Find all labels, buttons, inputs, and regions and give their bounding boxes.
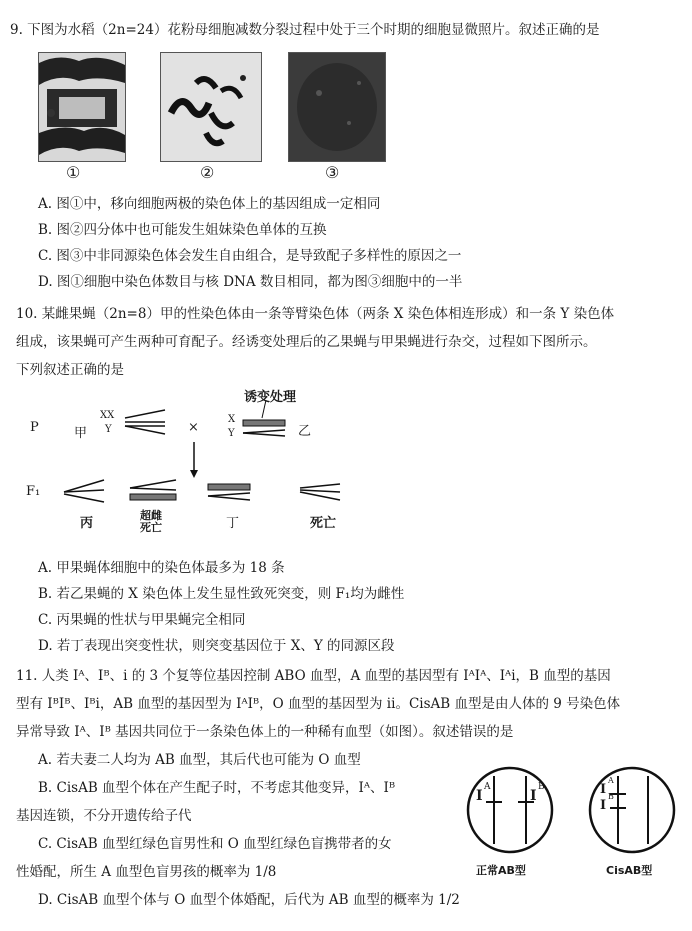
q9-stem: 9. 下图为水稻（2n=24）花粉母细胞减数分裂过程中处于三个时期的细胞显微照片。叙述正确的是 bbox=[10, 22, 600, 38]
offspring-super-female-label: 超雌 死亡 bbox=[140, 509, 162, 534]
q11-option-a: A. 若夫妻二人均为 AB 血型，其后代也可能为 O 血型 bbox=[38, 752, 361, 768]
q11-stem-line-2: 型有 IᴮIᴮ、Iᴮi，AB 血型的基因型为 IᴬIᴮ，O 血型的基因型为 ii。CisAB 血型是由人体的 9 号染色体 bbox=[16, 696, 621, 712]
offspring-bing-label: 丙 bbox=[80, 516, 94, 531]
q10-stem-line-3: 下列叙述正确的是 bbox=[16, 362, 124, 378]
micrograph-3-image bbox=[289, 53, 385, 161]
q11-option-b: B. CisAB 血型个体在产生配子时，不考虑其他变异，Iᴬ、Iᴮ bbox=[38, 780, 396, 796]
q9-option-a: A. 图①中，移向细胞两极的染色体上的基因组成一定相同 bbox=[38, 196, 381, 212]
cis-gene-ib: I bbox=[600, 798, 607, 813]
q10-option-d: D. 若丁表现出突变性状，则突变基因位于 X、Y 的同源区段 bbox=[38, 638, 395, 654]
fly-yi-label: 乙 bbox=[298, 424, 312, 439]
jia-xx-label: XX bbox=[100, 410, 115, 421]
q10-option-c: C. 丙果蝇的性状与甲果蝇完全相同 bbox=[38, 612, 246, 628]
normal-gene-ib: I bbox=[530, 788, 537, 804]
cis-gene-ia: I bbox=[600, 782, 607, 797]
q10-option-b: B. 若乙果蝇的 X 染色体上发生显性致死突变，则 F₁均为雌性 bbox=[38, 586, 405, 602]
q10-cross-diagram bbox=[0, 380, 692, 540]
yi-x-label: X bbox=[228, 414, 236, 425]
q9-option-b: B. 图②四分体中也可能发生姐妹染色单体的互换 bbox=[38, 222, 327, 238]
q11-option-b-cont: 基因连锁，不分开遗传给子代 bbox=[16, 808, 192, 824]
q11-stem-line-1: 11. 人类 Iᴬ、Iᴮ、i 的 3 个复等位基因控制 ABO 血型，A 血型的基因型有 IᴬIᴬ、Iᴬi，B 血型的基因 bbox=[16, 668, 611, 684]
q11-stem-line-3: 异常导致 Iᴬ、Iᴮ 基因共同位于一条染色体上的一种稀有血型（如图）。叙述错误的是 bbox=[16, 724, 514, 740]
offspring-ding-label: 丁 bbox=[226, 516, 240, 531]
yi-y-label: Y bbox=[228, 428, 235, 439]
micrograph-2-image bbox=[161, 53, 261, 161]
q10-diagram-lines bbox=[0, 380, 692, 540]
mutagen-label: 诱变处理 bbox=[244, 390, 297, 405]
micrograph-2 bbox=[160, 52, 262, 162]
q11-figure-drawing bbox=[452, 762, 682, 862]
micrograph-3 bbox=[288, 52, 386, 162]
offspring-dead-label: 死亡 bbox=[310, 516, 337, 531]
cis-gene-ib-sup: B bbox=[608, 792, 614, 801]
micrograph-1-image bbox=[39, 53, 125, 161]
normal-gene-ia-sup: A bbox=[484, 782, 491, 792]
q10-option-a: A. 甲果蝇体细胞中的染色体最多为 18 条 bbox=[38, 560, 285, 576]
micrograph-1-label: ① bbox=[66, 163, 81, 182]
normal-gene-ib-sup: B bbox=[538, 782, 545, 792]
q9-option-d: D. 图①细胞中染色体数目与核 DNA 数目相同，都为图③细胞中的一半 bbox=[38, 274, 463, 290]
q10-stem-line-2: 组成，该果蝇可产生两种可育配子。经诱变处理后的乙果蝇与甲果蝇进行杂交，过程如下图所示。 bbox=[16, 334, 597, 350]
q9-option-c: C. 图③中非同源染色体会发生自由组合，是导致配子多样性的原因之一 bbox=[38, 248, 462, 264]
q10-stem-line-1: 10. 某雌果蝇（2n=8）甲的性染色体由一条等臂染色体（两条 X 染色体相连形成）和一条 Y 染色体 bbox=[16, 306, 615, 322]
q11-option-c-cont: 性婚配，所生 A 血型色盲男孩的概率为 1/8 bbox=[16, 864, 277, 880]
q11-option-d: D. CisAB 血型个体与 O 血型个体婚配，后代为 AB 血型的概率为 1/2 bbox=[38, 892, 460, 908]
q11-option-c: C. CisAB 血型红绿色盲男性和 O 血型红绿色盲携带者的女 bbox=[38, 836, 392, 852]
cross-symbol: × bbox=[188, 420, 199, 435]
fly-jia-label: 甲 bbox=[74, 426, 88, 441]
q11-chromosome-figure bbox=[452, 762, 682, 877]
cisab-label: CisAB型 bbox=[606, 864, 653, 877]
micrograph-3-label: ③ bbox=[325, 163, 340, 182]
cis-gene-ia-sup: A bbox=[608, 776, 614, 785]
normal-ab-label: 正常AB型 bbox=[476, 864, 526, 877]
normal-gene-ia: I bbox=[476, 788, 483, 804]
micrograph-1 bbox=[38, 52, 126, 162]
jia-y-label: Y bbox=[105, 424, 112, 435]
p-generation-label: P bbox=[30, 420, 39, 435]
micrograph-2-label: ② bbox=[200, 163, 215, 182]
f1-generation-label: F₁ bbox=[26, 484, 41, 499]
